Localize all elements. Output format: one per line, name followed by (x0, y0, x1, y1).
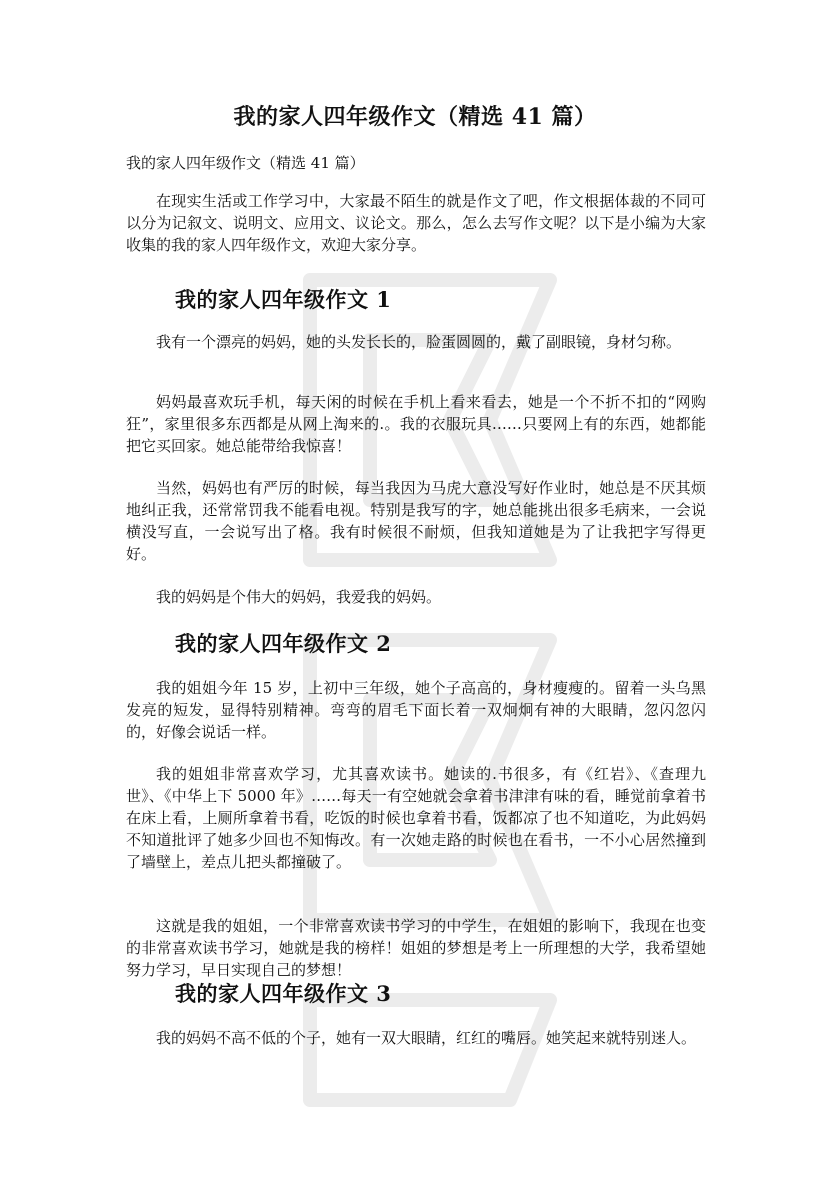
section-2-paragraph-3: 这就是我的姐姐，一个非常喜欢读书学习的中学生，在姐姐的影响下，我现在也变的非常喜欢读书学习，她就是我的榜样！姐姐的梦想是考上一所理想的大学，我希望她努力学习，早日实现自己的梦想！ (126, 917, 706, 979)
section-heading-2: 我的家人四年级作文 2 (175, 631, 392, 656)
section-1-paragraph-1: 我有一个漂亮的妈妈，她的头发长长的，脸蛋圆圆的，戴了副眼镜，身材匀称。 (156, 333, 682, 351)
section-1-paragraph-4: 我的妈妈是个伟大的妈妈，我爱我的妈妈。 (156, 588, 442, 606)
document-subtitle: 我的家人四年级作文（精选 41 篇） (126, 154, 365, 172)
section-1-paragraph-2: 妈妈最喜欢玩手机，每天闲的时候在手机上看来看去，她是一个不折不扣的“网购狂”，家里很多东西都是从网上淘来的.。我的衣服玩具……只要网上有的东西，她都能把它买回家。她总能带给我惊喜！ (126, 393, 706, 455)
intro-paragraph: 在现实生活或工作学习中，大家最不陌生的就是作文了吧，作文根据体裁的不同可以分为记叙文、说明文、应用文、议论文。那么，怎么去写作文呢？以下是小编为大家收集的我的家人四年级作文，欢迎大家分享。 (126, 192, 706, 254)
section-heading-1: 我的家人四年级作文 1 (175, 287, 392, 312)
document-title: 我的家人四年级作文（精选 41 篇） (233, 104, 597, 130)
section-heading-3: 我的家人四年级作文 3 (175, 981, 392, 1006)
section-2-paragraph-2: 我的姐姐非常喜欢学习，尤其喜欢读书。她读的.书很多，有《红岩》、《查理九世》、《中华上下 5000 年》……每天一有空她就会拿着书津津有味的看，睡觉前拿着书在床上看，上厕所拿着书看，吃饭的时候也拿着书看，饭都凉了也不知道吃，为此妈妈不知道批评了她多少回也不知悔改。有一次她走路的时候也在看书，一不小心居然撞到了墙壁上，差点儿把头都撞破了。 (126, 765, 706, 871)
section-2-paragraph-1: 我的姐姐今年 15 岁，上初中三年级，她个子高高的，身材瘦瘦的。留着一头乌黑发亮的短发，显得特别精神。弯弯的眉毛下面长着一双炯炯有神的大眼睛，忽闪忽闪的，好像会说话一样。 (126, 679, 706, 741)
section-1-paragraph-3: 当然，妈妈也有严厉的时候，每当我因为马虎大意没写好作业时，她总是不厌其烦地纠正我，还常常罚我不能看电视。特别是我写的字，她总能挑出很多毛病来，一会说横没写直，一会说写出了格。我有时候很不耐烦，但我知道她是为了让我把字写得更好。 (126, 479, 706, 563)
section-3-paragraph-1: 我的妈妈不高不低的个子，她有一双大眼睛，红红的嘴唇。她笑起来就特别迷人。 (156, 1029, 697, 1047)
